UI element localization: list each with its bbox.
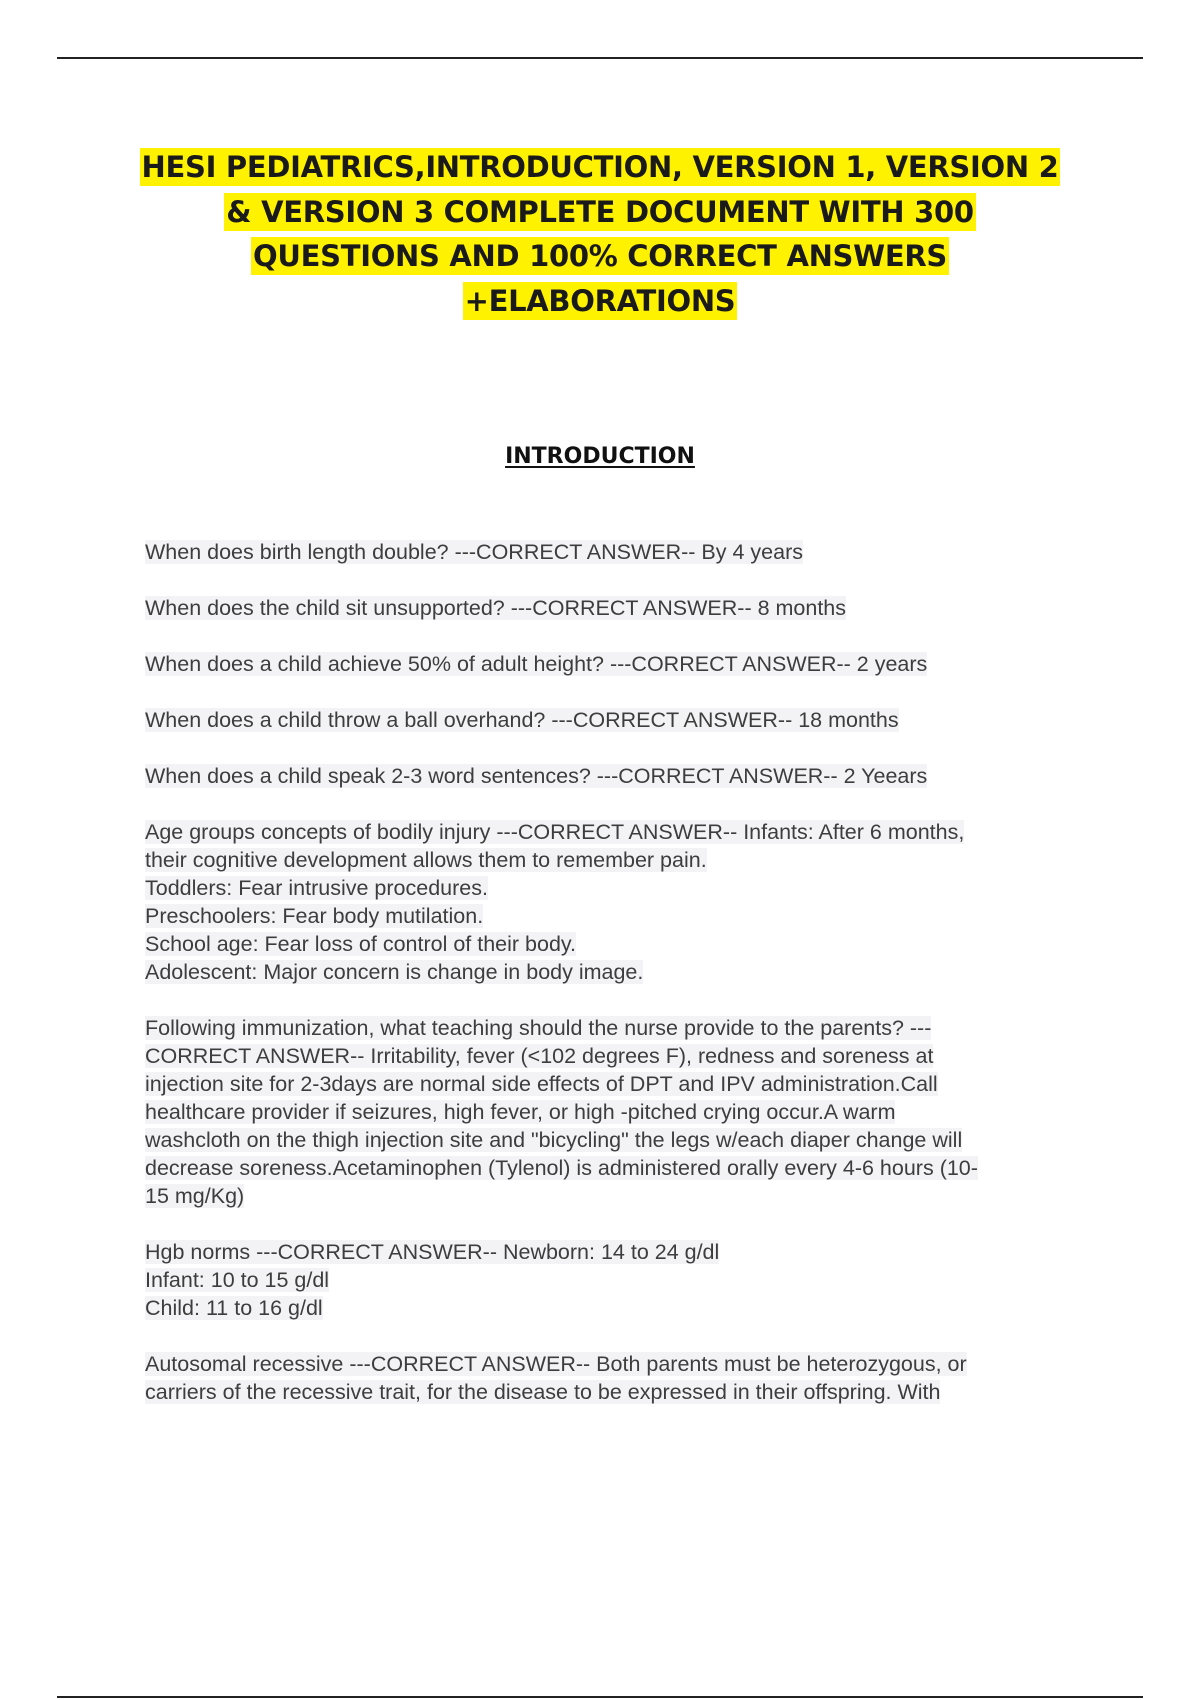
qa-item: [145, 1014, 1090, 1210]
qa-line: When does a child achieve 50% of adult height? ---CORRECT ANSWER-- 2 years: [145, 652, 928, 676]
qa-line: CORRECT ANSWER-- Irritability, fever (<102 degrees F), redness and soreness at: [145, 1044, 934, 1068]
qa-item: [145, 762, 1090, 790]
bottom-divider: [57, 1696, 1143, 1698]
qa-line: healthcare provider if seizures, high fever, or high -pitched crying occur.A warm: [145, 1100, 896, 1124]
qa-line: Age groups concepts of bodily injury ---CORRECT ANSWER-- Infants: After 6 months,: [145, 820, 965, 844]
qa-line: their cognitive development allows them to remember pain.: [145, 848, 707, 872]
qa-line: When does birth length double? ---CORRECT ANSWER-- By 4 years: [145, 540, 803, 564]
qa-item: [145, 594, 1090, 622]
qa-line: Child: 11 to 16 g/dl: [145, 1296, 323, 1320]
qa-line: carriers of the recessive trait, for the disease to be expressed in their offspring. With: [145, 1380, 941, 1404]
title-line-1: HESI PEDIATRICS,INTRODUCTION, VERSION 1, VERSION 2: [141, 150, 1059, 184]
qa-item: [145, 650, 1090, 678]
qa-line: 15 mg/Kg): [145, 1184, 245, 1208]
qa-line: injection site for 2-3days are normal side effects of DPT and IPV administration.Call: [145, 1072, 938, 1096]
qa-line: washcloth on the thigh injection site and "bicycling" the legs w/each diaper change will: [145, 1128, 963, 1152]
title-line-2: & VERSION 3 COMPLETE DOCUMENT WITH 300: [226, 194, 974, 229]
qa-line: Adolescent: Major concern is change in body image.: [145, 960, 644, 984]
qa-line: decrease soreness.Acetaminophen (Tylenol) is administered orally every 4-6 hours (10-: [145, 1156, 978, 1180]
top-divider: [57, 57, 1143, 59]
qa-item: [145, 1238, 1090, 1322]
document-title: [100, 145, 1100, 323]
qa-item: [145, 818, 1090, 986]
qa-line: Following immunization, what teaching should the nurse provide to the parents? ---: [145, 1016, 932, 1040]
qa-line: Preschoolers: Fear body mutilation.: [145, 904, 484, 928]
title-line-4: +ELABORATIONS: [464, 283, 736, 318]
qa-line: When does a child throw a ball overhand? ---CORRECT ANSWER-- 18 months: [145, 708, 899, 732]
qa-line: Autosomal recessive ---CORRECT ANSWER-- Both parents must be heterozygous, or: [145, 1352, 967, 1376]
qa-item: [145, 538, 1090, 566]
qa-line: Toddlers: Fear intrusive procedures.: [145, 876, 488, 900]
qa-line: Hgb norms ---CORRECT ANSWER-- Newborn: 14 to 24 g/dl: [145, 1240, 720, 1264]
title-line-3: QUESTIONS AND 100% CORRECT ANSWERS: [253, 239, 947, 273]
qa-line: When does a child speak 2-3 word sentences? ---CORRECT ANSWER-- 2 Yeears: [145, 764, 928, 788]
section-heading: INTRODUCTION: [505, 444, 695, 469]
qa-line: Infant: 10 to 15 g/dl: [145, 1268, 330, 1292]
qa-line: School age: Fear loss of control of their body.: [145, 932, 577, 956]
qa-list: [145, 538, 1090, 1434]
qa-item: [145, 706, 1090, 734]
qa-item: [145, 1350, 1090, 1406]
qa-line: When does the child sit unsupported? ---CORRECT ANSWER-- 8 months: [145, 596, 847, 620]
